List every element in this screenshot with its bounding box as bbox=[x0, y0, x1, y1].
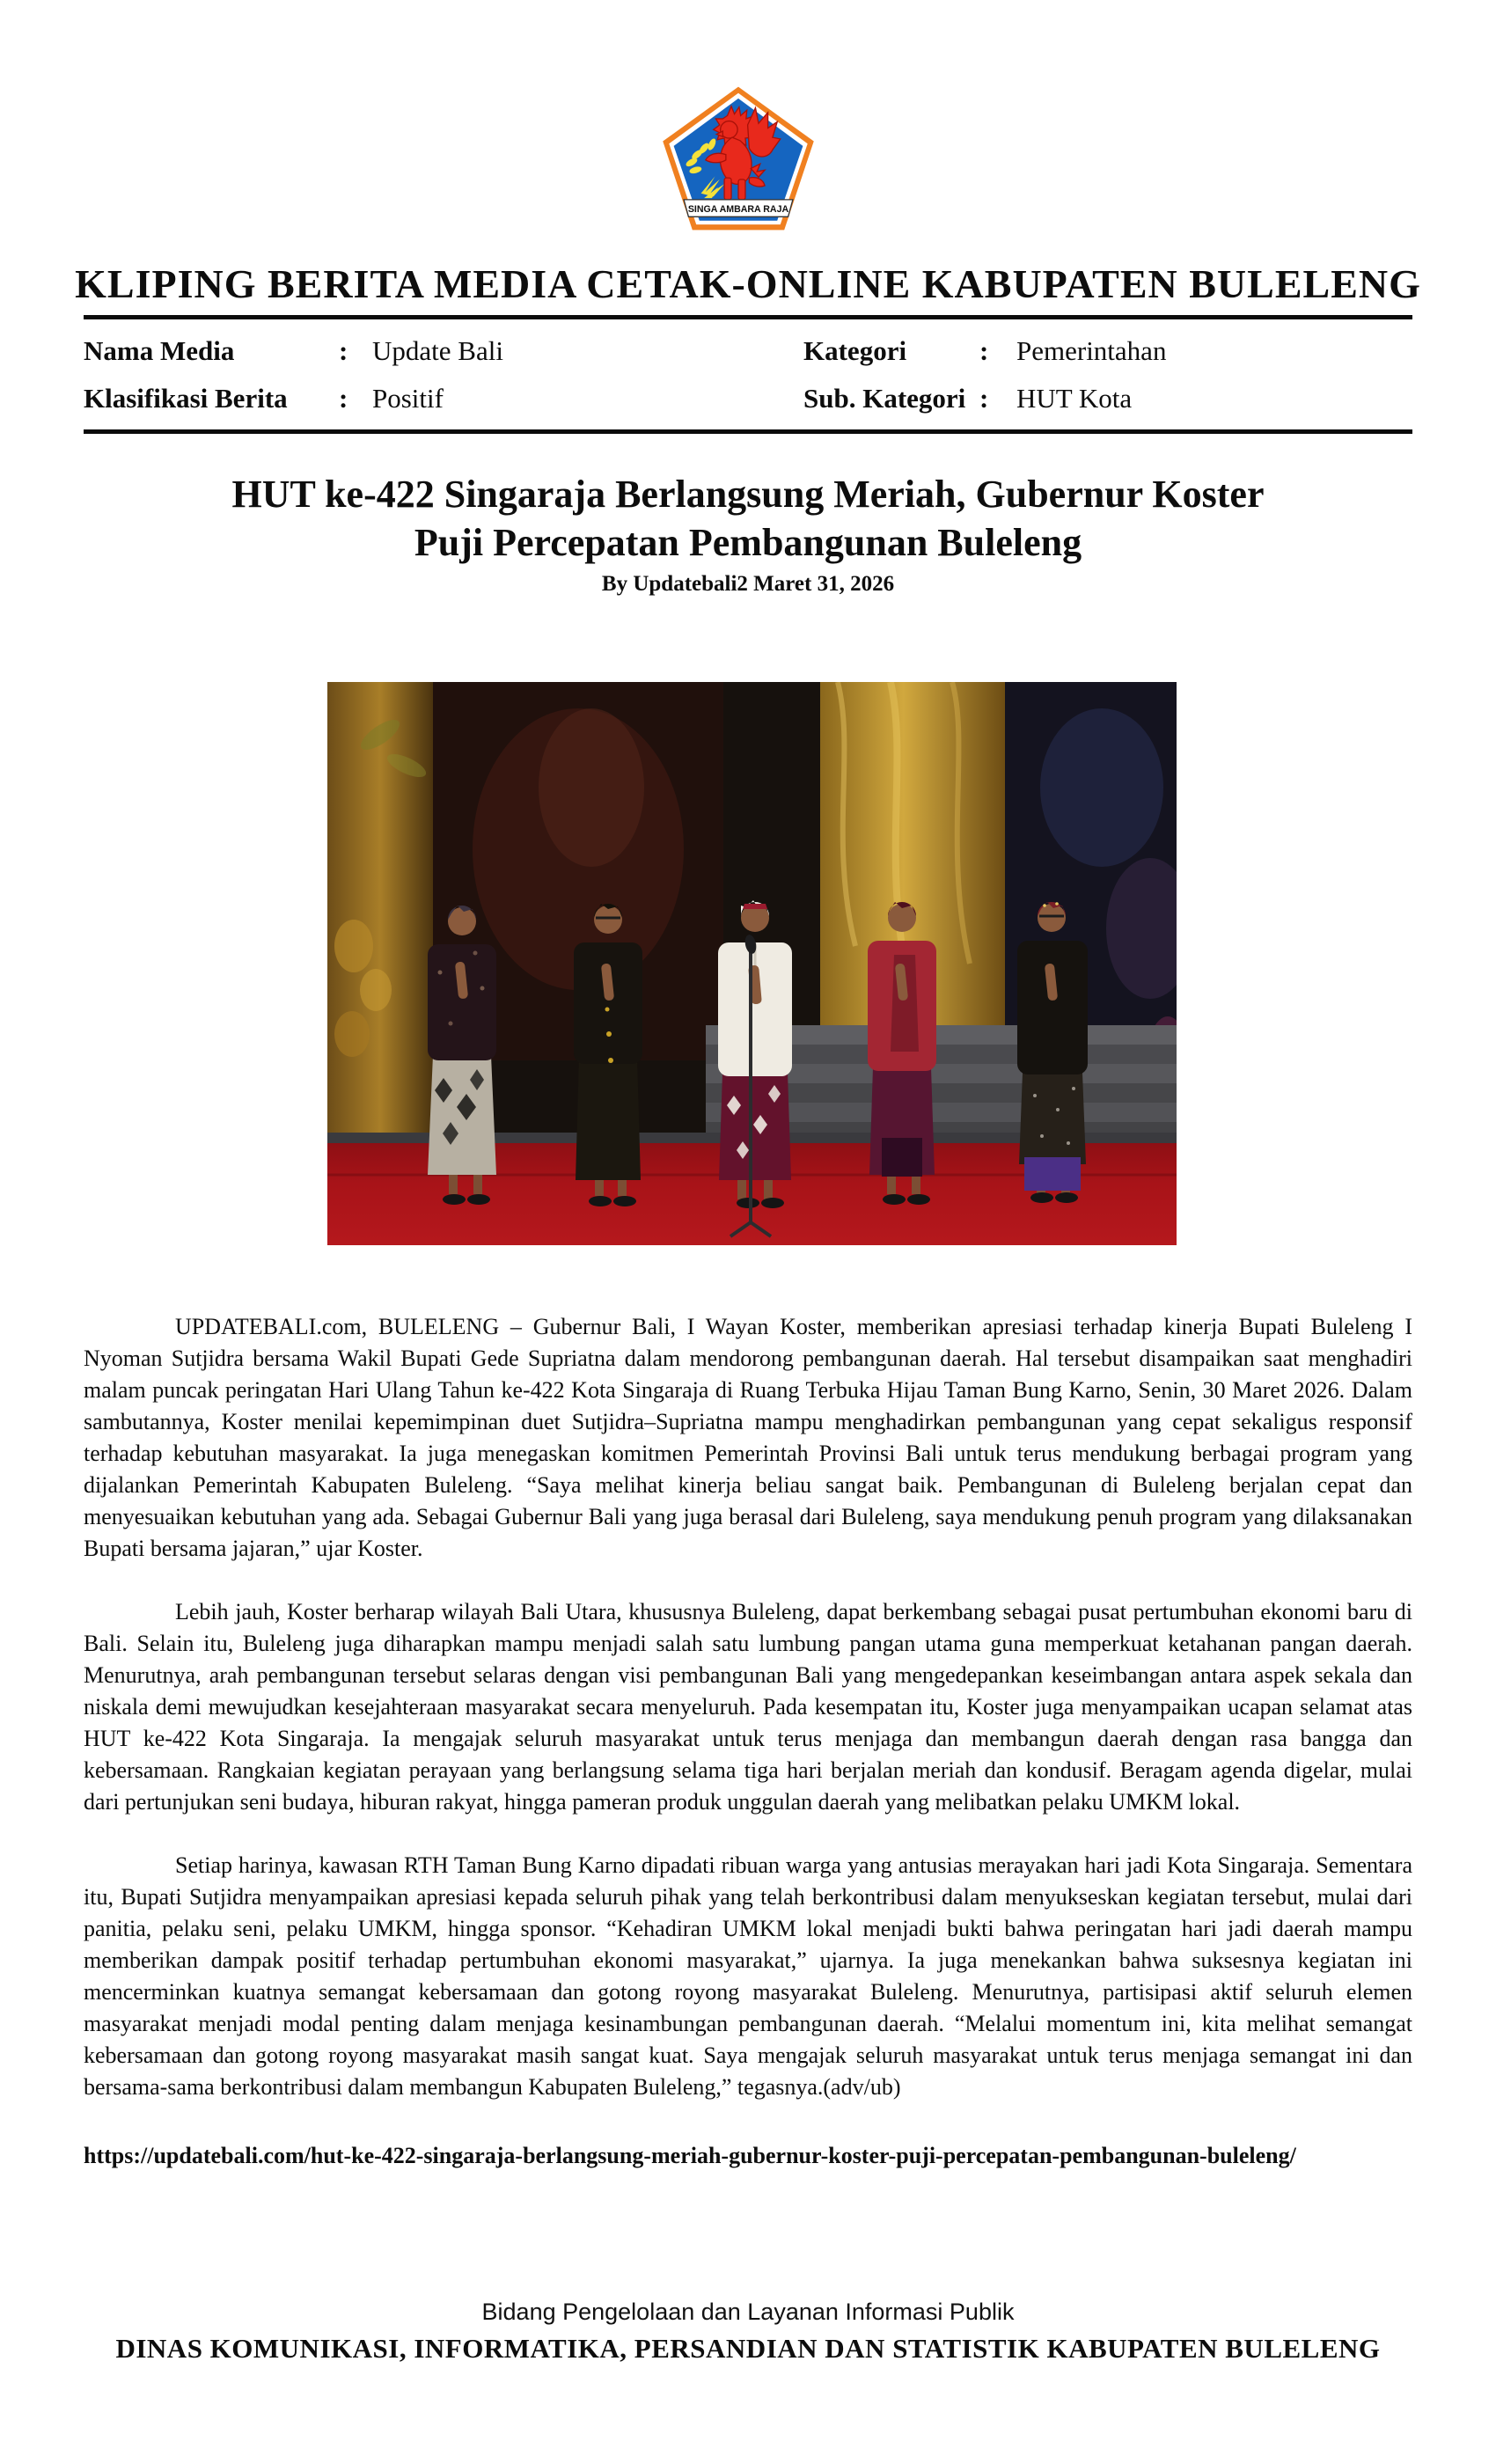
figure-official-1 bbox=[428, 906, 496, 1205]
meta-table bbox=[84, 327, 1412, 426]
footer-division: Bidang Pengelolaan dan Layanan Informasi Publik bbox=[481, 2299, 1015, 2325]
crest-banner bbox=[684, 200, 793, 216]
figure-official-5 bbox=[1017, 902, 1088, 1203]
meta-colon: : bbox=[979, 335, 989, 366]
buleleng-crest-logo bbox=[658, 84, 818, 232]
meta-label-nama-media: Nama Media bbox=[84, 335, 235, 366]
article-byline: By Updatebali2 Maret 31, 2026 bbox=[601, 572, 895, 596]
event-photo-graphic bbox=[327, 682, 1177, 1245]
meta-value-klasifikasi: Positif bbox=[372, 383, 444, 414]
meta-value-kategori: Pemerintahan bbox=[1016, 335, 1167, 366]
page-title: KLIPING BERITA MEDIA CETAK-ONLINE KABUPATEN BULELENG bbox=[75, 261, 1421, 306]
article-paragraph-2: Lebih jauh, Koster berharap wilayah Bali Utara, khususnya Buleleng, dapat berkembang sebagai pusat pertumbuhan ekonomi baru di Bali. Selain itu, Buleleng juga diharapkan mampu menjadi salah satu lumbung pangan utama guna memperkuat ketahanan pangan daerah. Menurutnya, arah pembangunan tersebut selaras dengan visi pembangunan Bali yang mengedepankan keseimbangan antara aspek sekala dan niskala demi mewujudkan kesejahteraan masyarakat secara menyeluruh. Pada kesempatan itu, Koster juga menyampaikan ucapan selamat atas HUT ke-422 Kota Singaraja. Ia mengajak seluruh masyarakat untuk terus menjaga dan membangun daerah dengan rasa bangga dan kebersamaan. Rangkaian kegiatan perayaan yang berlangsung selama tiga hari berjalan meriah dan kondusif. Beragam agenda digelar, mulai dari pertunjukan seni budaya, hiburan rakyat, hingga pameran produk unggulan daerah yang melibatkan pelaku UMKM lokal. bbox=[84, 1599, 1412, 1815]
meta-label-sub-kategori: Sub. Kategori bbox=[803, 383, 966, 414]
footer-agency: DINAS KOMUNIKASI, INFORMATIKA, PERSANDIAN DAN STATISTIK KABUPATEN BULELENG bbox=[115, 2333, 1381, 2364]
divider-meta-bottom bbox=[84, 429, 1412, 434]
article-header bbox=[0, 470, 1496, 597]
meta-label-klasifikasi: Klasifikasi Berita bbox=[84, 383, 288, 414]
meta-value-sub-kategori: HUT Kota bbox=[1016, 383, 1133, 414]
meta-label-kategori: Kategori bbox=[803, 335, 907, 366]
article-paragraph-3: Setiap harinya, kawasan RTH Taman Bung Karno dipadati ribuan warga yang antusias merayakan hari jadi Kota Singaraja. Sementara itu, Bupati Sutjidra menyampaikan apresiasi kepada seluruh pihak yang telah berkontribusi dalam menyukseskan kegiatan tersebut, mulai dari panitia, pelaku seni, pelaku UMKM, hingga sponsor. “Kehadiran UMKM lokal menjadi bukti bahwa peringatan hari jadi daerah mampu memberikan dampak positif terhadap pertumbuhan ekonomi masyarakat,” ujarnya. Ia juga menekankan bahwa suksesnya kegiatan ini mencerminkan kuatnya semangat kebersamaan dan gotong royong masyarakat Buleleng. Menurutnya, partisipasi aktif seluruh elemen masyarakat menjadi modal penting dalam menjaga kesinambungan pembangunan daerah. “Melalui momentum ini, kita melihat semangat kebersamaan dan gotong royong masyarakat masih sangat kuat. Saya mengajak seluruh masyarakat untuk terus menjaga semangat ini dan bersama-sama berkontribusi dalam membangun Kabupaten Buleleng,” tegasnya.(adv/ub) bbox=[84, 1852, 1412, 2100]
article-paragraph-1: UPDATEBALI.com, BULELENG – Gubernur Bali, I Wayan Koster, memberikan apresiasi terhadap kinerja Bupati Buleleng I Nyoman Sutjidra bersama Wakil Bupati Gede Supriatna dalam mendorong pembangunan daerah. Hal tersebut disampaikan saat menghadiri malam puncak peringatan Hari Ulang Tahun ke-422 Kota Singaraja di Ruang Terbuka Hijau Taman Bung Karno, Senin, 30 Maret 2026. Dalam sambutannya, Koster menilai kepemimpinan duet Sutjidra–Supriatna mampu menghadirkan pembangunan yang cepat sekaligus responsif terhadap kebutuhan masyarakat. Ia juga menegaskan komitmen Pemerintah Provinsi Bali untuk terus mendukung berbagai program yang dijalankan Pemerintah Kabupaten Buleleng. “Saya melihat kinerja beliau sangat baik. Pembangunan di Buleleng berjalan cepat dan menyesuaikan kebutuhan yang ada. Sebagai Gubernur Bali yang juga berasal dari Buleleng, saya mendukung penuh program yang dilaksanakan Bupati bersama jajaran,” ujar Koster. bbox=[84, 1314, 1412, 1561]
meta-colon: : bbox=[339, 383, 348, 414]
crest-icon bbox=[658, 84, 818, 232]
meta-value-nama-media: Update Bali bbox=[372, 335, 503, 366]
meta-colon: : bbox=[339, 335, 348, 366]
crest-banner-text: SINGA AMBARA RAJA bbox=[687, 204, 789, 216]
figure-official-4 bbox=[868, 902, 936, 1205]
article-title-line2: Puji Percepatan Pembangunan Buleleng bbox=[414, 521, 1082, 564]
article-body bbox=[84, 1311, 1412, 2172]
figure-official-2 bbox=[574, 904, 642, 1206]
page-footer bbox=[0, 2299, 1496, 2365]
event-photo bbox=[327, 682, 1177, 1245]
article-source-url: https://updatebali.com/hut-ke-422-singaraja-berlangsung-meriah-gubernur-koster-puji-percepatan-pembangunan-buleleng/ bbox=[84, 2143, 1296, 2168]
meta-colon: : bbox=[979, 383, 989, 414]
article-title-line1: HUT ke-422 Singaraja Berlangsung Meriah, Gubernur Koster bbox=[231, 473, 1265, 516]
divider-top bbox=[84, 315, 1412, 319]
